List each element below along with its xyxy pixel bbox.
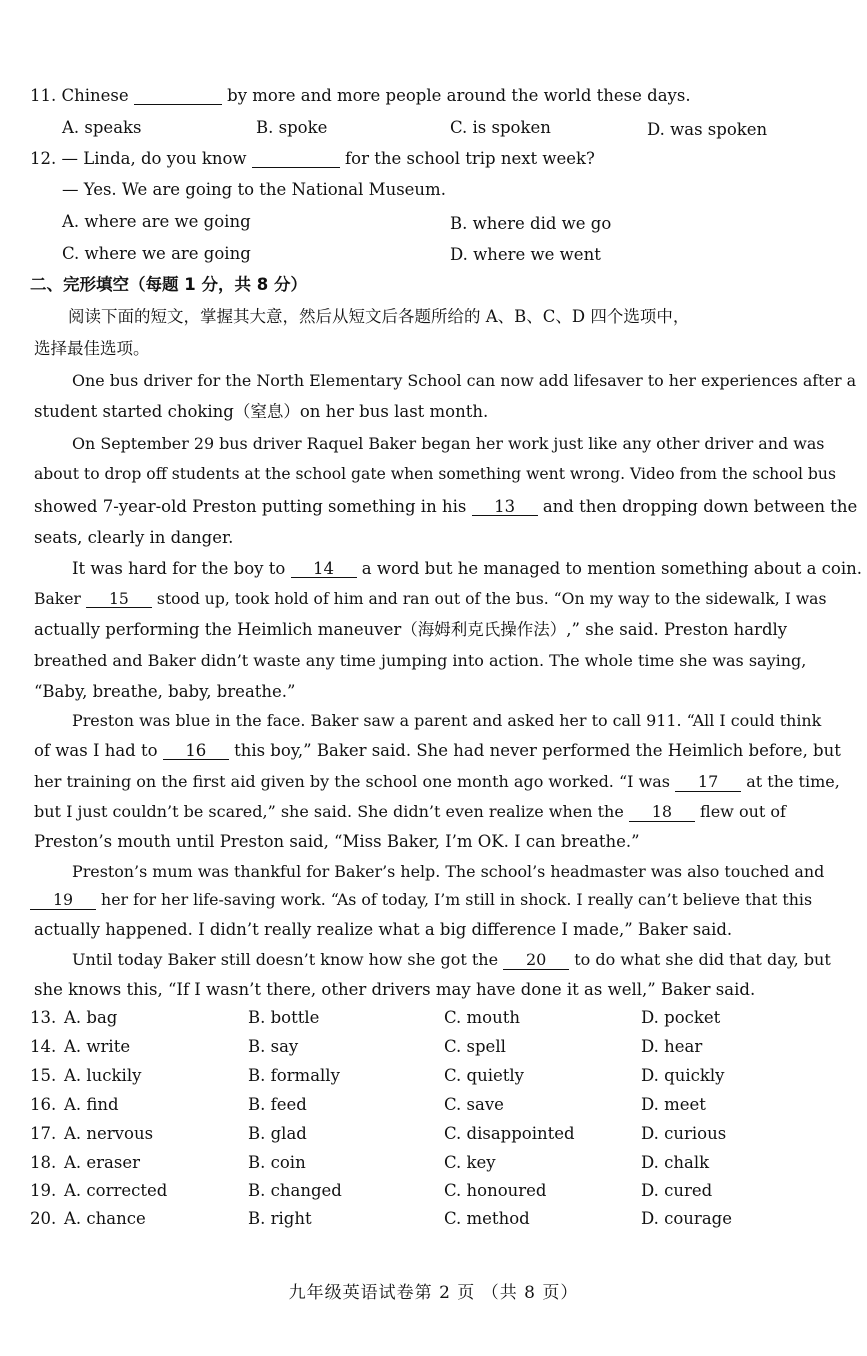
answer-option: C. method <box>444 1209 530 1228</box>
passage-line <box>34 802 786 822</box>
passage-line <box>34 497 857 517</box>
passage-line: Preston’s mouth until Preston said, “Miss Baker, I’m OK. I can breathe.” <box>34 832 640 851</box>
answer-option: A. bag <box>64 1008 118 1027</box>
passage-text: her for her life-saving work. “As of today, I’m still in shock. I really can’t believe that this <box>101 890 813 909</box>
option-12-b: B. where did we go <box>450 214 612 233</box>
passage-line <box>72 950 831 970</box>
passage-line: One bus driver for the North Elementary School can now add lifesaver to her experiences after a <box>72 371 857 390</box>
question-number: 12. <box>30 149 57 168</box>
answer-number: 20. <box>30 1209 57 1228</box>
passage-line: breathed and Baker didn’t waste any time jumping into action. The whole time she was saying, <box>34 651 807 670</box>
question-stem-after: for the school trip next week? <box>345 149 595 168</box>
passage-text: and then dropping down between the <box>542 497 858 516</box>
page-footer: 九年级英语试卷第 2 页 （共 8 页） <box>288 1283 579 1303</box>
answer-option: B. say <box>248 1037 299 1056</box>
answer-option: A. chance <box>64 1209 146 1228</box>
answer-option: B. glad <box>248 1124 307 1143</box>
passage-line: On September 29 bus driver Raquel Baker began her work just like any other driver and was <box>72 434 825 453</box>
answer-option: D. curious <box>641 1124 727 1143</box>
passage-line: actually performing the Heimlich maneuver（海姆利克氏操作法）,” she said. Preston hardly <box>34 620 788 639</box>
option-11-b: B. spoke <box>256 118 328 137</box>
option-11-d: D. was spoken <box>647 120 768 139</box>
question-stem-after: by more and more people around the world these days. <box>227 86 691 105</box>
blank-13: 13 <box>472 498 538 516</box>
passage-text: Until today Baker still doesn’t know how she got the <box>72 950 499 969</box>
answer-option: A. nervous <box>64 1124 154 1143</box>
section-instruction-line1: 阅读下面的短文，掌握其大意，然后从短文后各题所给的 A、B、C、D 四个选项中， <box>68 307 690 326</box>
answer-option: C. quietly <box>444 1066 524 1085</box>
answer-option: B. bottle <box>248 1008 320 1027</box>
option-11-c: C. is spoken <box>450 118 551 137</box>
answer-option: C. spell <box>444 1037 506 1056</box>
passage-text: at the time, <box>746 772 840 791</box>
answer-option: D. hear <box>641 1037 703 1056</box>
passage-text: Baker <box>34 590 81 608</box>
passage-text: to do what she did that day, but <box>574 950 831 969</box>
blank-15: 15 <box>86 591 152 608</box>
passage-text: this boy,” Baker said. She had never performed the Heimlich before, but <box>234 741 841 760</box>
passage-line: actually happened. I didn’t really realize what a big difference I made,” Baker said. <box>34 920 733 939</box>
answer-number: 17. <box>30 1124 57 1143</box>
answer-option: B. right <box>248 1209 312 1228</box>
passage-line: Preston’s mum was thankful for Baker’s help. The school’s headmaster was also touched and <box>72 862 825 881</box>
blank-20: 20 <box>503 952 569 970</box>
answer-option: C. key <box>444 1153 496 1172</box>
answer-number: 15. <box>30 1066 57 1085</box>
answer-option: C. honoured <box>444 1181 547 1200</box>
passage-line: she knows this, “If I wasn’t there, other drivers may have done it as well,” Baker said. <box>34 980 756 999</box>
answer-option: B. changed <box>248 1181 342 1200</box>
answer-option: A. write <box>64 1037 131 1056</box>
option-12-a: A. where are we going <box>62 212 251 231</box>
question-stem-before: Chinese <box>61 86 129 105</box>
answer-option: A. corrected <box>64 1181 168 1200</box>
answer-option: B. formally <box>248 1066 340 1085</box>
passage-line <box>34 772 840 792</box>
blank-14: 14 <box>291 560 357 578</box>
option-11-a: A. speaks <box>62 118 142 137</box>
answer-option: C. mouth <box>444 1008 520 1027</box>
passage-text: flew out of <box>700 802 786 821</box>
passage-line: Preston was blue in the face. Baker saw a parent and asked her to call 911. “All I could think <box>72 711 822 730</box>
passage-line: student started choking（窒息）on her bus last month. <box>34 402 489 421</box>
passage-line <box>34 741 841 761</box>
passage-text: a word but he managed to mention something about a coin. <box>361 559 862 578</box>
answer-option: D. pocket <box>641 1008 721 1027</box>
question-stem-before: — Linda, do you know <box>61 149 247 168</box>
passage-line <box>34 590 826 609</box>
answer-option: D. meet <box>641 1095 706 1114</box>
question-number: 11. <box>30 86 57 105</box>
answer-number: 18. <box>30 1153 57 1172</box>
passage-text: showed 7-year-old Preston putting something in his <box>34 497 467 516</box>
blank-19: 19 <box>30 892 96 910</box>
answer-option: D. courage <box>641 1209 732 1228</box>
option-12-d: D. where we went <box>450 245 601 264</box>
blank-17: 17 <box>675 774 741 792</box>
passage-line: about to drop off students at the school gate when something went wrong. Video from the school bus <box>34 465 836 483</box>
section-heading: 二、完形填空（每题 1 分，共 8 分） <box>30 275 307 294</box>
blank-16: 16 <box>163 742 229 760</box>
blank-18: 18 <box>629 804 695 822</box>
passage-line <box>72 559 862 579</box>
passage-text: It was hard for the boy to <box>72 559 286 578</box>
passage-text: her training on the first aid given by the school one month ago worked. “I was <box>34 772 671 791</box>
answer-option: C. disappointed <box>444 1124 575 1143</box>
answer-blank <box>252 150 340 168</box>
answer-option: A. luckily <box>64 1066 142 1085</box>
answer-option: B. feed <box>248 1095 307 1114</box>
passage-text: of was I had to <box>34 741 158 760</box>
answer-blank <box>134 87 222 105</box>
answer-option: B. coin <box>248 1153 306 1172</box>
answer-number: 16. <box>30 1095 57 1114</box>
question-12-reply: — Yes. We are going to the National Museum. <box>62 180 446 199</box>
passage-line: seats, clearly in danger. <box>34 528 234 547</box>
option-12-c: C. where we are going <box>62 244 251 263</box>
question-11 <box>30 86 691 106</box>
passage-line <box>30 891 812 910</box>
passage-text: stood up, took hold of him and ran out of the bus. “On my way to the sidewalk, I was <box>156 590 827 608</box>
question-12 <box>30 149 595 169</box>
answer-number: 13. <box>30 1008 57 1027</box>
answer-option: D. cured <box>641 1181 713 1200</box>
answer-option: A. find <box>64 1095 119 1114</box>
answer-number: 14. <box>30 1037 57 1056</box>
passage-text: but I just couldn’t be scared,” she said. She didn’t even realize when the <box>34 802 624 821</box>
answer-option: D. quickly <box>641 1066 725 1085</box>
answer-number: 19. <box>30 1181 57 1200</box>
passage-line: “Baby, breathe, baby, breathe.” <box>34 682 296 701</box>
section-instruction-line2: 选择最佳选项。 <box>34 339 150 358</box>
answer-option: C. save <box>444 1095 504 1114</box>
answer-option: D. chalk <box>641 1153 710 1172</box>
answer-option: A. eraser <box>64 1153 141 1172</box>
